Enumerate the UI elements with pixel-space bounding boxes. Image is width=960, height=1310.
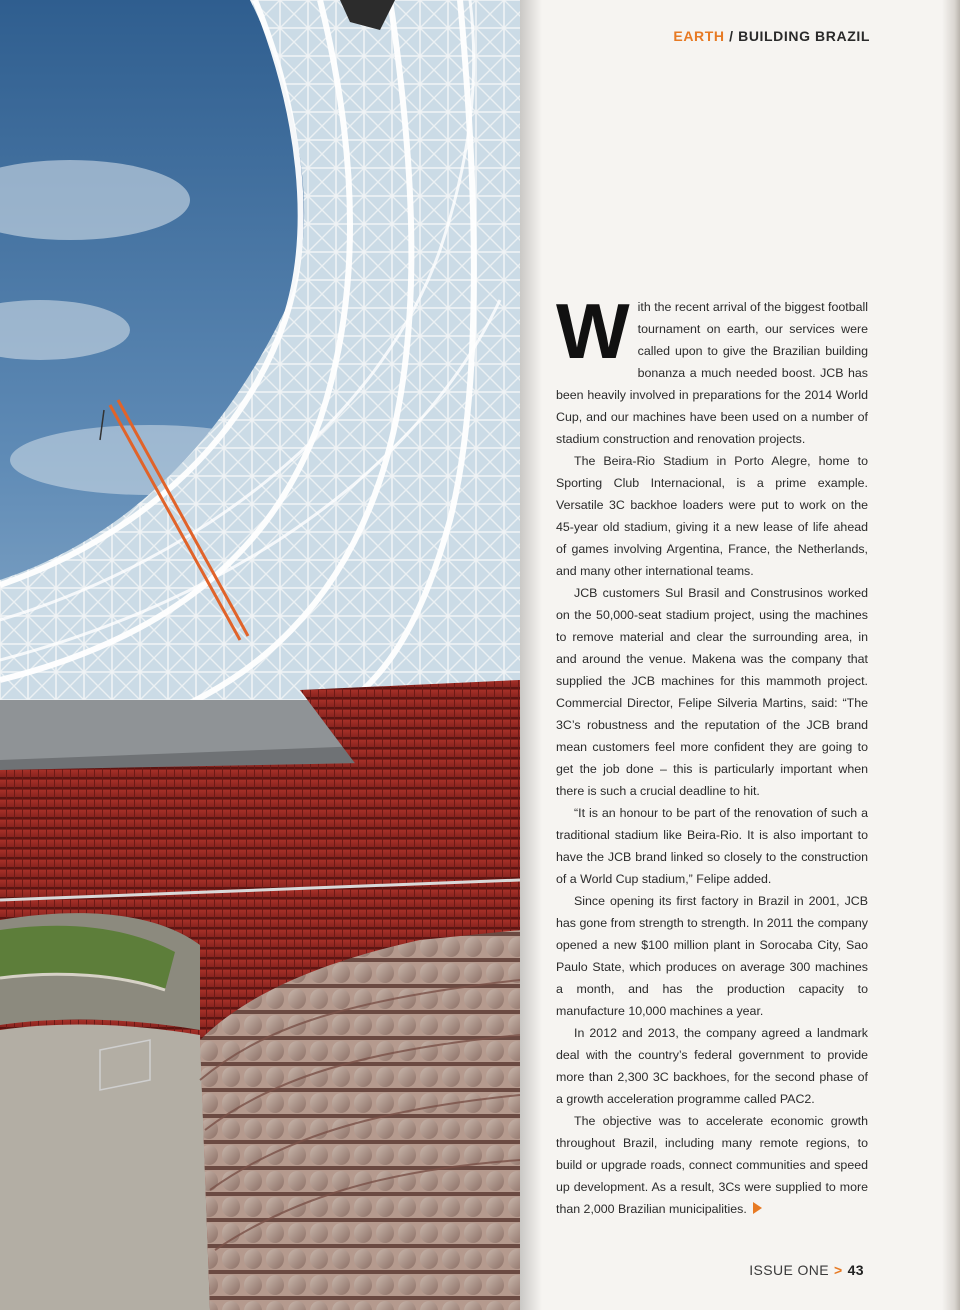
drop-cap: W (556, 287, 630, 375)
page-gutter (520, 0, 542, 1310)
paragraph-text: ith the recent arrival of the biggest football tournament on earth, our services were called upon to give the Brazilian building bonanza a much needed boost. JCB has been heavily involved in preparations for the 2014 World Cup, and our machines have been used on a number of stadium construction and renovation projects. (556, 300, 868, 446)
section-label: EARTH (673, 28, 725, 44)
article-paragraph: JCB customers Sul Brasil and Construsinos worked on the 50,000-seat stadium project, using the machines to remove material and clear the surrounding area, in and around the venue. Makena was the company that supplied the JCB machines for this mammoth project. Commercial Director, Felipe Silveria Martins, said: “The 3C’s robustness and the reputation of the JCB brand mean customers feel more confident they are going to get the job done – this is particularly important when there is such a crucial deadline to hit. (556, 586, 868, 798)
article-paragraph: The Beira-Rio Stadium in Porto Alegre, home to Sporting Club Internacional, is a prime example. Versatile 3C backhoe loaders were put to work on the 45-year old stadium, giving it a new lease of life ahead of games involving Argentina, France, the Netherlands, and many other international teams. (556, 454, 868, 578)
page-edge (942, 0, 960, 1310)
article-paragraph: Since opening its first factory in Brazil in 2001, JCB has gone from strength to strength. In 2011 the company opened a new $100 million plant in Sorocaba City, Sao Paulo State, which produces on average 300 machines a month, and has the production capacity to manufacture 10,000 machines a year. (556, 894, 868, 1018)
article-paragraph: In 2012 and 2013, the company agreed a landmark deal with the country’s federal government to provide more than 2,300 3C backhoes, for the second phase of a growth acceleration programme called PAC2. (556, 1026, 868, 1106)
header-separator: / (729, 28, 734, 44)
header-title: BUILDING BRAZIL (738, 28, 870, 44)
continue-arrow-icon (753, 1202, 762, 1214)
article-body (556, 287, 868, 1220)
footer-separator: > (834, 1262, 843, 1278)
running-header (673, 28, 870, 44)
page-number: 43 (847, 1262, 864, 1278)
paragraph-text: The objective was to accelerate economic growth throughout Brazil, including many remote regions, to build or upgrade roads, connect communities and speed up development. As a result, 3Cs were supplied to more than 2,000 Brazilian municipalities. (556, 1114, 868, 1216)
article-paragraph (556, 287, 868, 450)
issue-label: ISSUE ONE (749, 1262, 830, 1278)
page-footer (749, 1262, 864, 1278)
article-paragraph (556, 1110, 868, 1220)
article-paragraph: “It is an honour to be part of the renovation of such a traditional stadium like Beira-Rio. It is also important to have the JCB brand linked so closely to the construction of a World Cup stadium,” Felipe added. (556, 806, 868, 886)
